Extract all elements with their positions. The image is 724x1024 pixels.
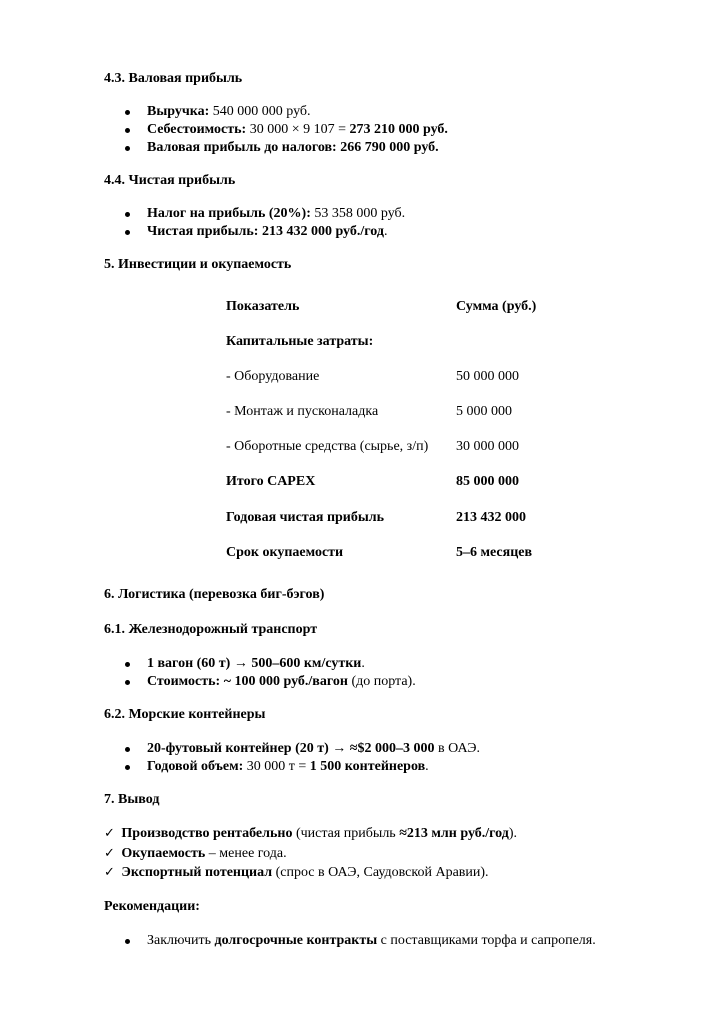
checkmark-icon: ✓ — [104, 846, 115, 861]
volume-tail: . — [425, 759, 429, 774]
table-row-label: - Монтаж и пусконаладка — [226, 404, 379, 419]
cost-formula: 30 000 × 9 107 = — [249, 122, 346, 137]
table-payback-label: Срок окупаемости — [226, 545, 344, 560]
revenue-label: Выручка: — [147, 104, 210, 119]
list-item-tax — [147, 205, 405, 223]
tax-label: Налог на прибыль (20%): — [147, 206, 311, 221]
table-row-value: 5 000 000 — [456, 404, 512, 419]
section-6-title: 6. Логистика (перевозка биг-бэгов) — [104, 587, 325, 602]
table-header-amount: Сумма (руб.) — [456, 299, 537, 314]
conclusion-3-tail: (спрос в ОАЭ, Саудовской Аравии). — [275, 865, 489, 880]
volume-value: 1 500 контейнеров — [309, 759, 426, 774]
table-annual-value: 213 432 000 — [456, 510, 526, 525]
gross-label: Валовая прибыль до налогов: — [147, 140, 337, 155]
reco-pre: Заключить — [147, 933, 211, 948]
section-6-2-title: 6.2. Морские контейнеры — [104, 707, 266, 722]
conclusion-1-value: ≈213 млн руб./год — [399, 826, 509, 841]
conclusion-line-2 — [104, 845, 287, 863]
table-row-label: - Оборотные средства (сырье, з/п) — [226, 439, 429, 454]
volume-label: Годовой объем: — [147, 759, 244, 774]
conclusion-line-1 — [104, 825, 517, 843]
list-item-wagon — [147, 655, 365, 673]
reco-bold: долгосрочные контракты — [214, 933, 378, 948]
checkmark-icon: ✓ — [104, 865, 115, 880]
revenue-value: 540 000 000 руб. — [212, 104, 311, 119]
conclusion-2-tail: – менее года. — [208, 846, 287, 861]
cost-label: Себестоимость: — [147, 122, 247, 137]
list-item-container — [147, 740, 480, 758]
reco-tail: с поставщиками торфа и сапропеля. — [380, 933, 596, 948]
net-value: 213 432 000 руб./год — [261, 224, 384, 239]
wagon-cost-tail: (до порта). — [351, 674, 416, 689]
tax-value: 53 358 000 руб. — [314, 206, 406, 221]
table-row-value: 50 000 000 — [456, 369, 519, 384]
gross-value: 266 790 000 руб. — [340, 140, 439, 155]
conclusion-1-bold: Производство рентабельно — [121, 826, 293, 841]
table-payback-value: 5–6 месяцев — [456, 545, 533, 560]
list-item-volume — [147, 758, 429, 776]
section-5-title: 5. Инвестиции и окупаемость — [104, 257, 292, 272]
wagon-cost-label: Стоимость: — [147, 674, 221, 689]
conclusion-3-bold: Экспортный потенциал — [121, 865, 273, 880]
net-tail: . — [383, 224, 388, 239]
list-item-recommendation — [147, 932, 596, 950]
conclusion-line-3 — [104, 864, 489, 882]
list-item-wagon-cost — [147, 673, 416, 691]
list-item-net — [147, 223, 387, 241]
wagon-text: 1 вагон (60 т) → 500–600 км/сутки — [147, 656, 362, 671]
table-header-indicator: Показатель — [226, 299, 300, 314]
recommendations-title: Рекомендации: — [104, 899, 200, 914]
wagon-tail: . — [361, 656, 365, 671]
list-item-gross — [147, 139, 439, 157]
table-row-label: - Оборудование — [226, 369, 320, 384]
section-4-4-title: 4.4. Чистая прибыль — [104, 173, 236, 188]
volume-mid: 30 000 т = — [246, 759, 307, 774]
section-6-1-title: 6.1. Железнодорожный транспорт — [104, 622, 318, 637]
net-label: Чистая прибыль: — [147, 224, 259, 239]
conclusion-2-bold: Окупаемость — [121, 846, 206, 861]
conclusion-1-mid: (чистая прибыль — [295, 826, 396, 841]
table-total-value: 85 000 000 — [456, 474, 519, 489]
table-annual-label: Годовая чистая прибыль — [226, 510, 385, 525]
wagon-cost-value: ~ 100 000 руб./вагон — [223, 674, 348, 689]
table-total-label: Итого CAPEX — [226, 474, 316, 489]
table-capex-header: Капитальные затраты: — [226, 334, 374, 349]
list-item-revenue — [147, 103, 311, 121]
checkmark-icon: ✓ — [104, 826, 115, 841]
conclusion-1-tail: ). — [508, 826, 518, 841]
cost-value: 273 210 000 руб. — [349, 122, 448, 137]
table-row-value: 30 000 000 — [456, 439, 519, 454]
container-tail: в ОАЭ. — [437, 741, 480, 756]
list-item-cost — [147, 121, 448, 139]
section-7-title: 7. Вывод — [104, 792, 160, 807]
container-text: 20-футовый контейнер (20 т) → ≈$2 000–3 000 — [147, 741, 435, 756]
section-4-3-title: 4.3. Валовая прибыль — [104, 71, 243, 86]
